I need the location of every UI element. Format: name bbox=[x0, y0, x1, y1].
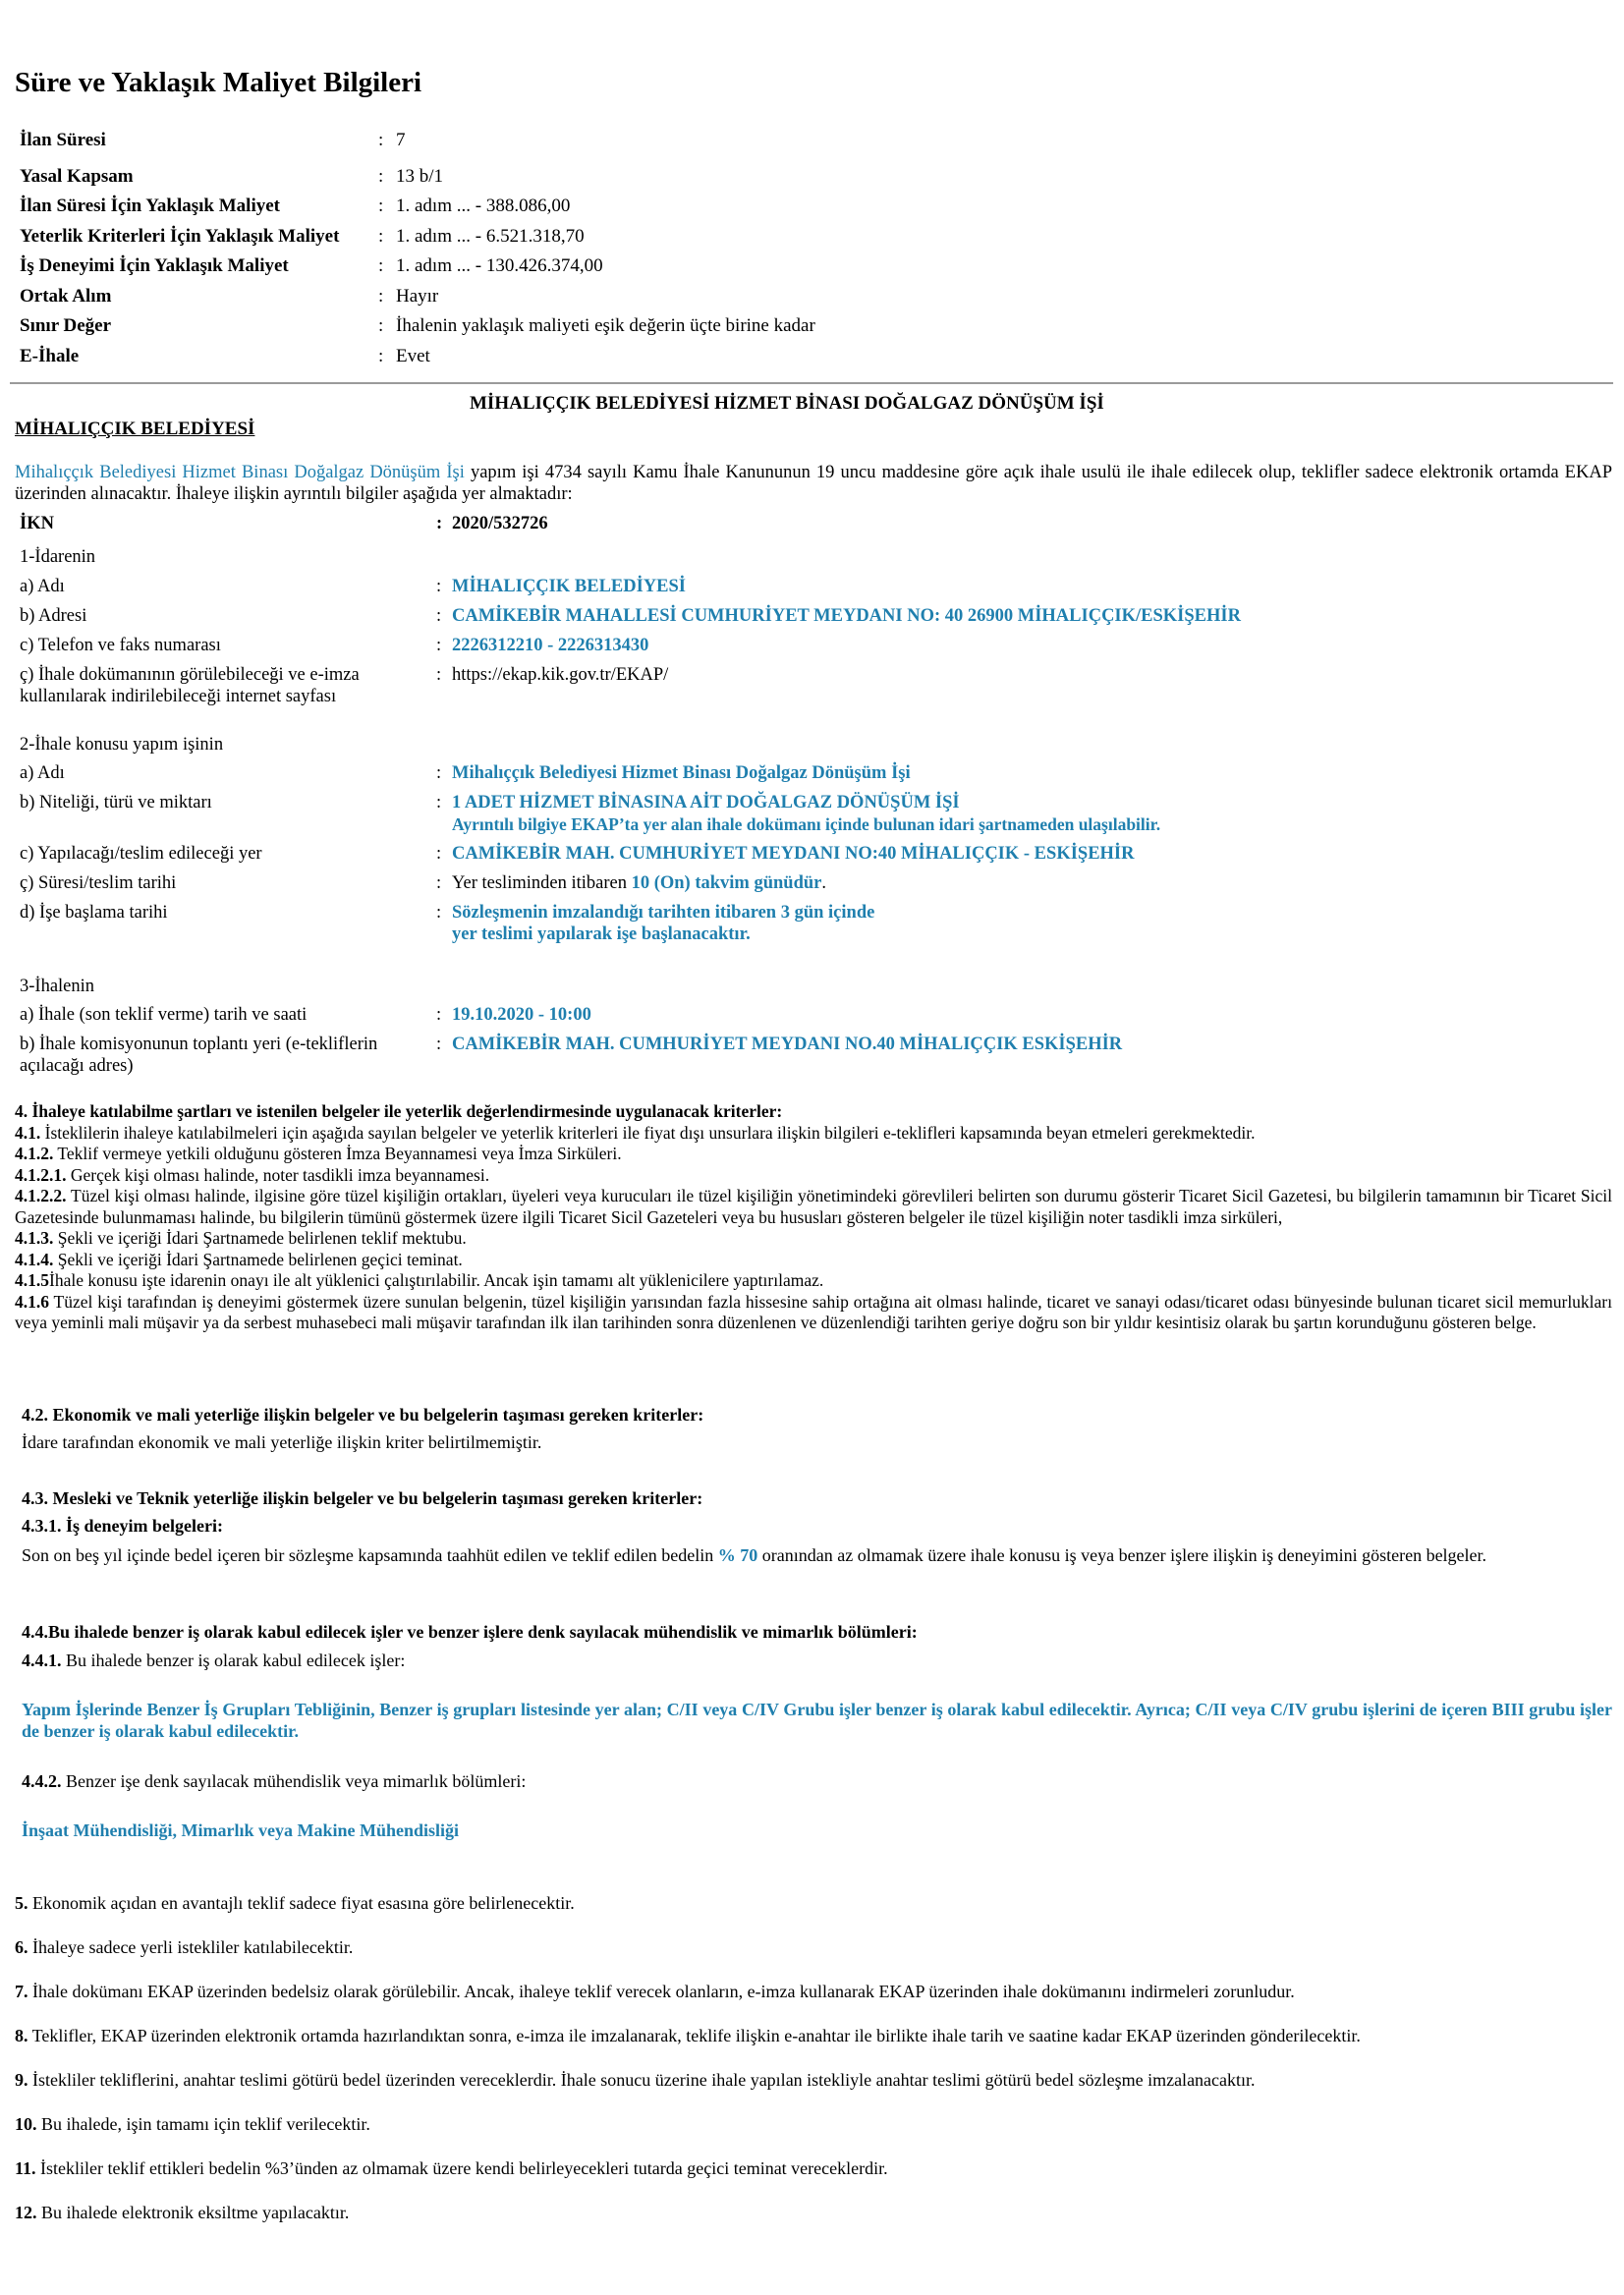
similar-sub2-number: 4.4.2. bbox=[22, 1771, 62, 1791]
criteria-number: 4.1.2. bbox=[15, 1144, 54, 1163]
summary-label: Yeterlik Kriterleri İçin Yaklaşık Maliyet bbox=[20, 225, 340, 247]
criteria-item bbox=[15, 1165, 1612, 1187]
colon: : bbox=[436, 514, 443, 533]
criteria-item bbox=[15, 1123, 1612, 1145]
colon: : bbox=[436, 606, 442, 626]
criteria-item bbox=[15, 1186, 1612, 1228]
final-item-text: Bu ihalede elektronik eksiltme yapılacaktır. bbox=[36, 2203, 350, 2222]
final-item bbox=[15, 1892, 1612, 1914]
final-item-number: 11. bbox=[15, 2158, 36, 2178]
final-item bbox=[15, 2113, 1612, 2135]
similar-sub1 bbox=[22, 1651, 1619, 1672]
similar-sub2 bbox=[22, 1771, 1619, 1793]
admin-url-label-line2: kullanılarak indirilebileceği internet sayfası bbox=[20, 687, 337, 706]
criteria-text: İhale konusu işte idarenin onayı ile alt yüklenici çalıştırılabilir. Ancak işin tamamı alt yüklenicilere yaptırılamaz. bbox=[49, 1270, 824, 1290]
work-start-label: d) İşe başlama tarihi bbox=[20, 903, 168, 923]
tender-place-label-line2: açılacağı adres) bbox=[20, 1056, 134, 1076]
colon: : bbox=[378, 315, 384, 336]
work-start-line2: yer teslimi yapılarak işe başlanacaktır. bbox=[452, 924, 751, 944]
final-item bbox=[15, 2202, 1612, 2223]
criteria-number: 4.1.6 bbox=[15, 1291, 49, 1312]
colon: : bbox=[378, 255, 384, 276]
colon: : bbox=[436, 665, 442, 685]
colon: : bbox=[378, 196, 384, 216]
final-item-text: İhale dokümanı EKAP üzerinden bedelsiz olarak görülebilir. Ancak, ihaleye teklif verecek olanların, e-imza kullanarak EKAP üzerinden ihale dokümanını indirmeleri zorunludur. bbox=[28, 1982, 1295, 2001]
summary-value: 1. adım ... - 130.426.374,00 bbox=[396, 255, 603, 276]
summary-label: İş Deneyimi İçin Yaklaşık Maliyet bbox=[20, 255, 289, 276]
work-start-value bbox=[452, 902, 1601, 945]
admin-url-label-line1: ç) İhale dokümanının görülebileceği ve e-imza bbox=[20, 665, 360, 685]
admin-name-label: a) Adı bbox=[20, 577, 65, 596]
final-item-text: İstekliler teklif ettikleri bedelin %3’ünden az olmamak üzere kendi belirleyecekleri tutarda geçici teminat vereceklerdir. bbox=[35, 2158, 888, 2178]
work-place-label: c) Yapılacağı/teslim edileceği yer bbox=[20, 844, 262, 864]
criteria-number: 4.1.2.2. bbox=[15, 1186, 67, 1205]
final-item-text: İstekliler tekliflerini, anahtar teslimi götürü bedel üzerinden vereceklerdir. İhale sonucu üzerine ihale yapılan istekliyle anahtar teslimi götürü bedel sözleşme imzalanacaktır. bbox=[28, 2070, 1256, 2090]
criteria-item bbox=[15, 1228, 1612, 1250]
similar-heading: 4.4.Bu ihalede benzer iş olarak kabul edilecek işler ve benzer işlere denk sayılacak mühendislik ve mimarlık bölümleri: bbox=[22, 1622, 918, 1642]
work-duration-suffix: . bbox=[821, 873, 826, 893]
intro-text: yapım işi 4734 sayılı Kamu İhale Kanununun 19 uncu maddesine göre açık ihale usulü ile ihale edilecek olup, teklifler sadece elektronik ortamda EKAP üzerinden alınacaktır. İhaleye ilişkin ayrıntılı bilgiler aşağıda yer almaktadır: bbox=[15, 463, 1612, 504]
summary-label: Ortak Alım bbox=[20, 285, 112, 307]
final-item-number: 7. bbox=[15, 1982, 28, 2001]
criteria-text: Şekli ve içeriği İdari Şartnamede belirlenen teklif mektubu. bbox=[53, 1228, 467, 1248]
colon: : bbox=[436, 903, 442, 923]
colon: : bbox=[378, 225, 384, 247]
criteria-text: Gerçek kişi olması halinde, noter tasdikli imza beyannamesi. bbox=[66, 1164, 490, 1185]
technical-text-before: Son on beş yıl içinde bedel içeren bir sözleşme kapsamında taahhüt edilen ve teklif edilen bedelin bbox=[22, 1545, 718, 1565]
colon: : bbox=[378, 285, 384, 307]
tender-place-label-line1: b) İhale komisyonunun toplantı yeri (e-tekliflerin bbox=[20, 1035, 378, 1054]
final-item bbox=[15, 2157, 1612, 2179]
criteria-text: Şekli ve içeriği İdari Şartnamede belirlenen geçici teminat. bbox=[53, 1249, 463, 1269]
similar-works: Yapım İşlerinde Benzer İş Grupları Tebliğinin, Benzer iş grupları listesinde yer alan; C/II veya C/IV Grubu işler benzer iş olarak kabul edilecektir. Ayrıca; C/II veya C/IV grubu işlerini de içeren BIII grubu işler de benzer iş olarak kabul edilecektir. bbox=[22, 1700, 1612, 1741]
criteria-section bbox=[15, 1101, 1612, 1334]
final-item-text: Bu ihalede, işin tamamı için teklif verilecektir. bbox=[36, 2114, 370, 2134]
final-item-number: 6. bbox=[15, 1937, 28, 1957]
work-name-label: a) Adı bbox=[20, 763, 65, 783]
similar-sub2-text: Benzer işe denk sayılacak mühendislik veya mimarlık bölümleri: bbox=[61, 1771, 527, 1791]
work-nature-label: b) Niteliği, türü ve miktarı bbox=[20, 793, 212, 812]
summary-value: Evet bbox=[396, 345, 430, 366]
criteria-number: 4.1.3. bbox=[15, 1228, 54, 1248]
admin-name-value: MİHALIÇÇIK BELEDİYESİ bbox=[452, 577, 686, 596]
colon: : bbox=[378, 130, 384, 150]
criteria-number: 4.1.5 bbox=[15, 1270, 49, 1290]
summary-label: İlan Süresi İçin Yaklaşık Maliyet bbox=[20, 196, 280, 216]
colon: : bbox=[436, 577, 442, 596]
intro-project-link: Mihalıççık Belediyesi Hizmet Binası Doğalgaz Dönüşüm İşi bbox=[15, 463, 465, 482]
section-1-title: 1-İdarenin bbox=[20, 547, 96, 567]
technical-subheading: 4.3.1. İş deneyim belgeleri: bbox=[22, 1516, 223, 1536]
summary-value: Hayır bbox=[396, 285, 439, 307]
final-item-number: 12. bbox=[15, 2203, 37, 2222]
tender-date-label: a) İhale (son teklif verme) tarih ve saati bbox=[20, 1005, 308, 1025]
technical-heading: 4.3. Mesleki ve Teknik yeterliğe ilişkin belgeler ve bu belgelerin taşıması gereken kriterler: bbox=[22, 1488, 703, 1508]
admin-url-label bbox=[20, 664, 427, 707]
divider bbox=[10, 382, 1613, 384]
final-item-text: Ekonomik açıdan en avantajlı teklif sadece fiyat esasına göre belirlenecektir. bbox=[28, 1893, 575, 1913]
admin-address-value: CAMİKEBİR MAHALLESİ CUMHURİYET MEYDANI NO: 40 26900 MİHALIÇÇIK/ESKİŞEHİR bbox=[452, 606, 1241, 626]
summary-label: İlan Süresi bbox=[20, 130, 106, 150]
colon: : bbox=[436, 844, 442, 864]
agency-name: MİHALIÇÇIK BELEDİYESİ bbox=[15, 419, 255, 439]
final-item-number: 10. bbox=[15, 2114, 37, 2134]
summary-value: 1. adım ... - 388.086,00 bbox=[396, 196, 571, 216]
admin-url-link[interactable]: https://ekap.kik.gov.tr/EKAP/ bbox=[452, 665, 669, 685]
final-item-number: 8. bbox=[15, 2026, 28, 2045]
criteria-item bbox=[15, 1250, 1612, 1271]
summary-label: Sınır Değer bbox=[20, 315, 112, 336]
final-item-text: İhaleye sadece yerli istekliler katılabilecektir. bbox=[28, 1937, 354, 1957]
colon: : bbox=[436, 1005, 442, 1025]
technical-text bbox=[22, 1544, 1612, 1566]
work-nature-line1: 1 ADET HİZMET BİNASINA AİT DOĞALGAZ DÖNÜŞÜM İŞİ bbox=[452, 793, 960, 812]
criteria-text: Tüzel kişi olması halinde, ilgisine göre tüzel kişiliğin ortakları, üyeleri veya kurucuları ile tüzel kişiliğin yönetimindeki görevlileri belirten son durumu gösterir Ticaret Sicil Gazetesi, bu bilgilerin tamamının bir Ticaret Sicil Gazetesinde bulunmaması halinde, bu bilgilerin tümünü göstermek üzere ilgili Ticaret Sicil Gazeteleri veya bu hususları gösteren belgeler ile tüzel kişiliğin noter tasdikli imza sirküleri, bbox=[15, 1186, 1612, 1227]
intro-paragraph bbox=[15, 462, 1612, 505]
ikn-label: İKN bbox=[20, 514, 54, 533]
summary-value: İhalenin yaklaşık maliyeti eşik değerin üçte birine kadar bbox=[396, 315, 815, 336]
work-duration-label: ç) Süresi/teslim tarihi bbox=[20, 873, 177, 893]
final-item-number: 5. bbox=[15, 1893, 28, 1913]
summary-value: 13 b/1 bbox=[396, 165, 444, 187]
criteria-number: 4.1. bbox=[15, 1122, 41, 1143]
admin-address-label: b) Adresi bbox=[20, 606, 87, 626]
final-item bbox=[15, 2069, 1612, 2091]
colon: : bbox=[436, 636, 442, 655]
criteria-text: Tüzel kişi tarafından iş deneyimi göstermek üzere sunulan belgenin, tüzel kişiliğin yarısından fazla hissesine sahip ortağına ait olması halinde, ticaret ve sanayi odası/ticaret odası bünyesinde bulunan ticaret sicil memurlukları veya yeminli mali müşavir ya da serbest muhasebeci mali müşavir tarafından ilk ilan tarihinden sonra düzenlenen ve düzenlendiği tarihten geriye doğru son bir yıldır kesintisiz olarak bu şartın korunduğunu gösteren belge. bbox=[15, 1291, 1612, 1332]
criteria-heading: 4. İhaleye katılabilme şartları ve istenilen belgeler ile yeterlik değerlendirmesinde uygulanacak kriterler: bbox=[15, 1101, 783, 1121]
summary-value: 7 bbox=[396, 130, 406, 150]
technical-text-after: oranından az olmamak üzere ihale konusu iş veya benzer işlere ilişkin iş deneyimini gösteren belgeler. bbox=[757, 1545, 1487, 1565]
colon: : bbox=[378, 165, 384, 187]
final-item-number: 9. bbox=[15, 2070, 28, 2090]
colon: : bbox=[378, 345, 384, 366]
summary-label: Yasal Kapsam bbox=[20, 165, 134, 187]
tender-place-value: CAMİKEBİR MAH. CUMHURİYET MEYDANI NO.40 MİHALIÇÇIK ESKİŞEHİR bbox=[452, 1035, 1123, 1054]
colon: : bbox=[436, 873, 442, 893]
similar-sub1-text: Bu ihalede benzer iş olarak kabul edilecek işler: bbox=[61, 1651, 406, 1670]
final-item-text: Teklifler, EKAP üzerinden elektronik ortamda hazırlandıktan sonra, e-imza ile imzalanarak, teklife ilişkin e-anahtar ile birlikte ihale tarih ve saatine kadar EKAP üzerinden gönderilecektir. bbox=[28, 2026, 1361, 2045]
project-title: MİHALIÇÇIK BELEDİYESİ HİZMET BİNASI DOĞALGAZ DÖNÜŞÜM İŞİ bbox=[470, 393, 1104, 414]
criteria-text: İsteklilerin ihaleye katılabilmeleri için aşağıda sayılan belgeler ve yeterlik kriterleri ile fiyat dışı unsurlara ilişkin bilgileri e-teklifleri kapsamında beyan etmeleri gerekmektedir. bbox=[40, 1122, 1256, 1143]
criteria-text: Teklif vermeye yetkili olduğunu gösteren İmza Beyannamesi veya İmza Sirküleri. bbox=[53, 1144, 622, 1163]
work-duration-prefix: Yer tesliminden itibaren bbox=[452, 873, 632, 893]
admin-phone-label: c) Telefon ve faks numarası bbox=[20, 636, 221, 655]
summary-value: 1. adım ... - 6.521.318,70 bbox=[396, 225, 585, 247]
similar-departments: İnşaat Mühendisliği, Mimarlık veya Makine Mühendisliği bbox=[22, 1820, 460, 1840]
page-title: Süre ve Yaklaşık Maliyet Bilgileri bbox=[15, 67, 422, 98]
work-place-value: CAMİKEBİR MAH. CUMHURİYET MEYDANI NO:40 MİHALIÇÇIK - ESKİŞEHİR bbox=[452, 844, 1135, 864]
economic-heading: 4.2. Ekonomik ve mali yeterliğe ilişkin belgeler ve bu belgelerin taşıması gereken kriterler: bbox=[22, 1405, 704, 1425]
work-nature-value bbox=[452, 792, 1601, 836]
work-duration-value bbox=[452, 872, 1601, 894]
work-name-value: Mihalıççık Belediyesi Hizmet Binası Doğalgaz Dönüşüm İşi bbox=[452, 763, 911, 783]
final-item bbox=[15, 1936, 1612, 1958]
criteria-number: 4.1.4. bbox=[15, 1249, 54, 1269]
final-item bbox=[15, 1981, 1612, 2002]
section-3-title: 3-İhalenin bbox=[20, 977, 95, 996]
ikn-value: 2020/532726 bbox=[452, 514, 548, 533]
similar-sub1-number: 4.4.1. bbox=[22, 1651, 62, 1670]
colon: : bbox=[436, 763, 442, 783]
tender-place-label bbox=[20, 1034, 427, 1077]
economic-text: İdare tarafından ekonomik ve mali yeterliğe ilişkin kriter belirtilmemiştir. bbox=[22, 1432, 542, 1452]
colon: : bbox=[436, 1035, 442, 1054]
section-2-title: 2-İhale konusu yapım işinin bbox=[20, 735, 224, 755]
summary-label: E-İhale bbox=[20, 345, 80, 366]
tender-date-value: 19.10.2020 - 10:00 bbox=[452, 1005, 591, 1025]
criteria-item bbox=[15, 1144, 1612, 1165]
work-duration-days: 10 (On) takvim günüdür bbox=[631, 873, 822, 893]
admin-phone-value: 2226312210 - 2226313430 bbox=[452, 636, 649, 655]
criteria-number: 4.1.2.1. bbox=[15, 1164, 67, 1185]
technical-percent: % 70 bbox=[717, 1545, 758, 1565]
work-nature-line2: Ayrıntılı bilgiye EKAP’ta yer alan ihale dokümanı içinde bulunan idari şartnameden ulaşılabilir. bbox=[452, 814, 1161, 834]
final-item bbox=[15, 2025, 1612, 2046]
criteria-item bbox=[15, 1292, 1612, 1334]
colon: : bbox=[436, 793, 442, 812]
criteria-item bbox=[15, 1270, 1612, 1292]
work-start-line1: Sözleşmenin imzalandığı tarihten itibaren 3 gün içinde bbox=[452, 903, 875, 923]
